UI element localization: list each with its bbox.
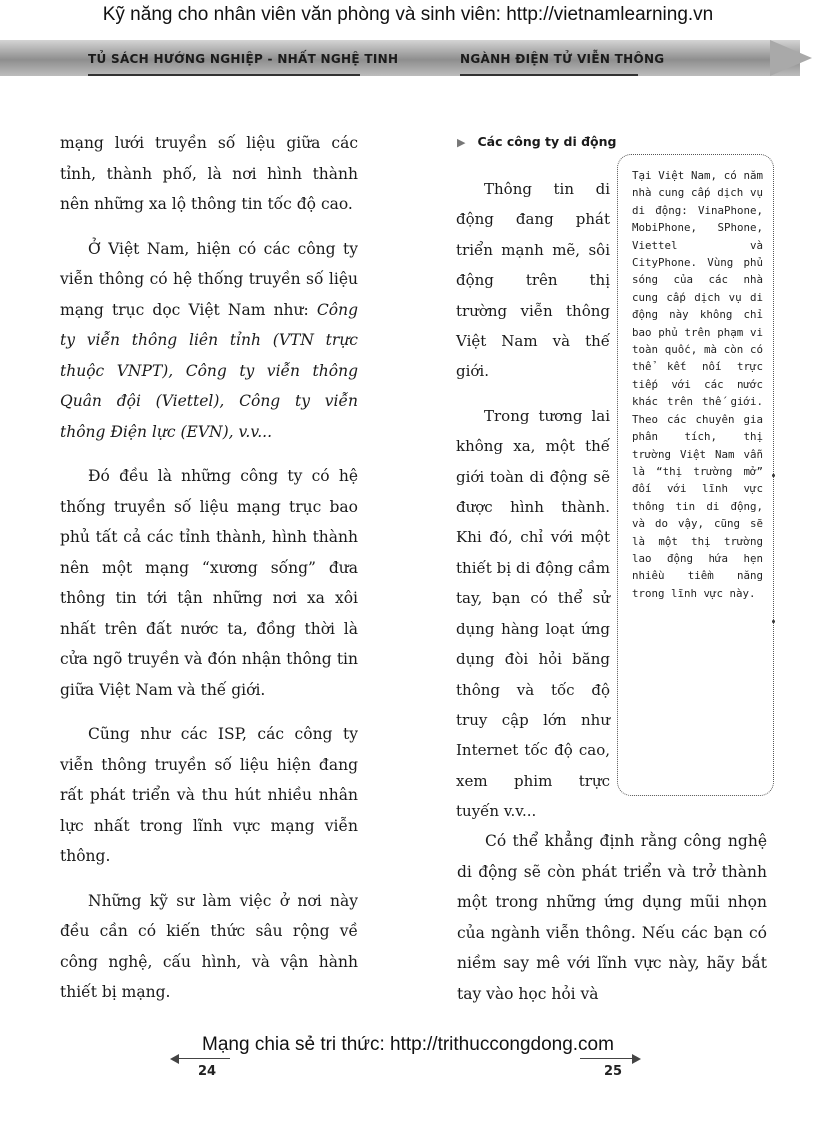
header-left-underline [88,74,360,76]
middle-paragraph-2: Trong tương lai không xa, một thế giới toàn di động sẽ được hình thành. Khi đó, chỉ với một thiết bị di động cầm tay, bạn có thể sử dụng hàng loạt ứng dụng đòi hỏi băng thông và tốc độ truy cập lớn như Internet tốc độ cao, xem phim trực tuyến v.v... [456,406,610,821]
right-page-arrow-line [580,1058,632,1059]
header-left-title: TỦ SÁCH HƯỚNG NGHIỆP - NHẤT NGHỆ TINH [88,52,399,66]
left-paragraph-3: Đó đều là những công ty có hệ thống truyền số liệu mạng trục bao phủ tất cả các tỉnh thành, hình thành nên một mạng “xương sống” đưa thông tin tới tận những nơi xa xôi nhất trên đất nước ta, đồng thời là cửa ngõ truyền và đón nhận thông tin giữa Việt Nam và thế giới. [60,467,358,699]
left-paragraph-1: mạng lưới truyền số liệu giữa các tỉnh, thành phố, là nơi hình thành nên những xa lộ thông tin tốc độ cao. [60,134,358,213]
bottom-right-paragraph [457,826,767,1009]
header-right-title: NGÀNH ĐIỆN TỬ VIỄN THÔNG [460,52,665,66]
section-heading-text: Các công ty di động [477,134,617,149]
left-column [60,128,358,1022]
left-paragraph-2-intro: Ở Việt Nam, hiện có các công ty viễn thông có hệ thống truyền số liệu mạng trục dọc Việt Nam như: [60,239,358,319]
header-bar-tip [770,40,812,76]
footer-banner: Mạng chia sẻ tri thức: http://trithuccongdong.com [202,1034,614,1055]
right-page-arrow-icon [632,1054,641,1064]
middle-column [456,174,610,841]
sidebar-box [617,154,774,796]
left-paragraph-5: Những kỹ sư làm việc ở nơi này đều cần có kiến thức sâu rộng về công nghệ, cấu hình, và vận hành thiết bị mạng. [60,891,358,1001]
left-paragraph-2 [60,234,358,448]
header-right-underline [460,74,638,76]
section-heading [457,134,616,149]
sidebar-box-text: Tại Việt Nam, có năm nhà cung cấp dịch vụ di động: VinaPhone, MobiPhone, SPhone, Viettel và CityPhone. Vùng phủ sóng của các nhà cung cấp dịch vụ di động này không chỉ bao phủ trên phạm vi toàn quốc, mà còn có thể kết nối trực tiếp với các nước khác trên thế giới. Theo các chuyên gia phân tích, thị trường Việt Nam vẫn là “thị trường mở” đối với lĩnh vực thông tin di động, và do vậy, cũng sẽ là một thị trường lao động hứa hẹn nhiều tiềm năng trong lĩnh vực này. [632,169,763,600]
middle-paragraph-1: Thông tin di động đang phát triển mạnh mẽ, sôi động trên thị trường viễn thông Việt Nam và thế giới. [456,180,610,381]
left-paragraph-2-companies: Công ty viễn thông liên tỉnh (VTN trực thuộc VNPT), Công ty viễn thông Quân đội (Viettel), Công ty viễn thông Điện lực (EVN), v.v... [60,300,358,441]
box-bullet-icon [772,620,775,623]
left-page-arrow-line [178,1058,230,1059]
left-paragraph-4: Cũng như các ISP, các công ty viễn thông truyền số liệu hiện đang rất phát triển và thu hút nhiều nhân lực nhất trong lĩnh vực mạng viễn thông. [60,725,358,865]
bottom-right-text: Có thể khẳng định rằng công nghệ di động sẽ còn phát triển và trở thành một trong những ứng dụng mũi nhọn của ngành viễn thông. Nếu các bạn có niềm say mê với lĩnh vực này, hãy bắt tay vào học hỏi và [457,832,767,1003]
right-page-number: 25 [604,1064,623,1079]
box-bullet-icon [772,474,775,477]
top-banner: Kỹ năng cho nhân viên văn phòng và sinh viên: http://vietnamlearning.vn [102,4,714,25]
left-page-number: 24 [198,1064,217,1079]
left-page-arrow-icon [170,1054,179,1064]
section-marker-icon: ▶ [457,136,466,149]
